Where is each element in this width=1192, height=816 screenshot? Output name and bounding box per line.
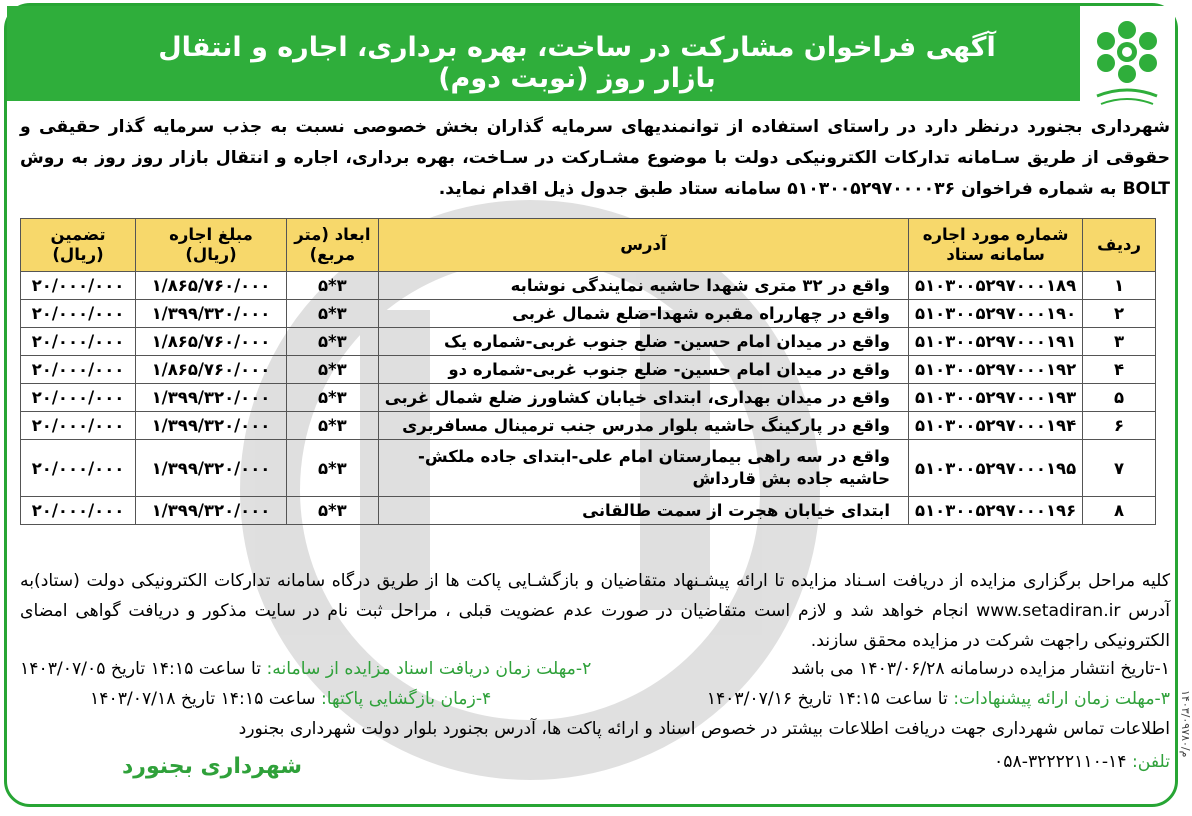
side-code: م/۱۴۰۳/۰۹۷۸۰ — [1179, 690, 1192, 758]
contact-info: اطلاعات تماس شهرداری جهت دریافت اطلاعات بیشتر در خصوص اسناد و ارائه پاکت ها، آدرس بجنورد بلوار دولت شهرداری بجنورد — [238, 719, 1170, 739]
header-row-number: ردیف — [1083, 219, 1156, 272]
cell-setad-id: ۵۱۰۳۰۰۵۲۹۷۰۰۰۱۹۲ — [909, 356, 1083, 384]
cell-row-number: ۴ — [1083, 356, 1156, 384]
intro-lead: شهرداری بجنورد درنظر دارد — [924, 117, 1170, 137]
cell-address: واقع در چهارراه مقبره شهدا-ضلع شمال غربی — [378, 300, 908, 328]
intro-text: در راستای استفاده از توانمندیهای سرمایه گذاران بخش خصوصی نسبت به جذب سرمایه گذار حقیقی و حقوقی از طریق سـامانه تداركات الكترونيكى دولت با موضوع مشـاركت در سـاخت، بهره بردارى، اجاره و انتقال بازار روز روز به روش BOLT به شماره فراخوان ۵۱۰۳۰۰۵۲۹۷۰۰۰۰۳۶ سامانه ستاد طبق جدول ذیل اقدام نماید. — [20, 117, 1170, 199]
table-header-row — [21, 219, 1156, 272]
cell-setad-id: ۵۱۰۳۰۰۵۲۹۷۰۰۰۱۹۶ — [909, 497, 1083, 525]
cell-dimensions: ۳*۵ — [286, 356, 378, 384]
table-row — [21, 440, 1156, 497]
municipality-logo-icon — [1087, 14, 1167, 114]
cell-rent: ۱/۸۶۵/۷۶۰/۰۰۰ — [136, 272, 287, 300]
item-doc-deadline — [20, 659, 591, 679]
cell-guarantee: ۲۰/۰۰۰/۰۰۰ — [21, 328, 136, 356]
cell-rent: ۱/۳۹۹/۳۲۰/۰۰۰ — [136, 440, 287, 497]
item-opening-time-label: ۴-زمان بازگشایی پاکتها: — [321, 689, 492, 709]
cell-address: واقع در میدان بهداری، ابتدای خیابان کشاورز ضلع شمال غربی — [378, 384, 908, 412]
item-offer-deadline — [707, 689, 1170, 709]
phone-label: تلفن: — [1131, 752, 1170, 772]
page-title: آگهی فراخوان مشارکت در ساخت، بهره برداری، اجاره و انتقال بازار روز (نوبت دوم) — [158, 32, 996, 94]
cell-rent: ۱/۸۶۵/۷۶۰/۰۰۰ — [136, 328, 287, 356]
cell-dimensions: ۳*۵ — [286, 328, 378, 356]
cell-dimensions: ۳*۵ — [286, 272, 378, 300]
cell-dimensions: ۳*۵ — [286, 497, 378, 525]
signature: شهرداری بجنورد — [122, 754, 303, 779]
item-doc-deadline-label: ۲-مهلت زمان دریافت اسناد مزایده از سامانه: — [266, 659, 592, 679]
item-opening-time-value: ساعت ۱۴:۱۵ تاریخ ۱۴۰۳/۰۷/۱۸ — [90, 689, 321, 709]
cell-setad-id: ۵۱۰۳۰۰۵۲۹۷۰۰۰۱۹۴ — [909, 412, 1083, 440]
cell-guarantee: ۲۰/۰۰۰/۰۰۰ — [21, 356, 136, 384]
cell-address: واقع در میدان امام حسین- ضلع جنوب غربی-شماره یک — [378, 328, 908, 356]
cell-row-number: ۲ — [1083, 300, 1156, 328]
cell-setad-id: ۵۱۰۳۰۰۵۲۹۷۰۰۰۱۹۵ — [909, 440, 1083, 497]
cell-address: ابتدای خیابان هجرت از سمت طالقانی — [378, 497, 908, 525]
footer-paragraph: كليه مراحل برگزارى مزايده از دريافت اسـناد مزايده تا ارائه پيشـنهاد متقاضيان و بازگشـايى پاكت ها از طريق درگاه سامانه تداركات الكترونيكى دولت (ستاد)به آدرس www.setadiran.ir انجام خواهد شد و لازم است متقاضیان در صورت عدم عضويت قبلى ، مراحل ثبت نام در سایت مذکور و دریافت گواهى امضاى الكترونيكى راجهت شركت در مزایده محقق سازند. — [20, 571, 1170, 651]
cell-dimensions: ۳*۵ — [286, 384, 378, 412]
cell-dimensions: ۳*۵ — [286, 412, 378, 440]
phone-line — [994, 752, 1170, 772]
table-row — [21, 384, 1156, 412]
cell-guarantee: ۲۰/۰۰۰/۰۰۰ — [21, 300, 136, 328]
cell-row-number: ۳ — [1083, 328, 1156, 356]
table-row — [21, 328, 1156, 356]
header-guarantee: تضمین (ریال) — [21, 219, 136, 272]
cell-guarantee: ۲۰/۰۰۰/۰۰۰ — [21, 440, 136, 497]
cell-address: واقع در ۳۲ متری شهدا حاشیه نمایندگی نوشابه — [378, 272, 908, 300]
intro-paragraph — [20, 112, 1170, 205]
table-row — [21, 272, 1156, 300]
cell-rent: ۱/۳۹۹/۳۲۰/۰۰۰ — [136, 412, 287, 440]
table-row — [21, 412, 1156, 440]
table-row — [21, 497, 1156, 525]
cell-row-number: ۷ — [1083, 440, 1156, 497]
table-row — [21, 300, 1156, 328]
cell-address: واقع در پارکینگ حاشیه بلوار مدرس جنب ترمینال مسافربری — [378, 412, 908, 440]
cell-address: واقع در میدان امام حسین- ضلع جنوب غربی-شماره دو — [378, 356, 908, 384]
rental-table — [20, 218, 1156, 525]
cell-guarantee: ۲۰/۰۰۰/۰۰۰ — [21, 384, 136, 412]
item-publish-date: ۱-تاریخ انتشار مزایده درسامانه ۱۴۰۳/۰۶/۲۸ می باشد — [791, 659, 1170, 679]
table-row — [21, 356, 1156, 384]
item-doc-deadline-value: تا ساعت ۱۴:۱۵ تاریخ ۱۴۰۳/۰۷/۰۵ — [20, 659, 267, 679]
cell-row-number: ۱ — [1083, 272, 1156, 300]
cell-rent: ۱/۳۹۹/۳۲۰/۰۰۰ — [136, 300, 287, 328]
header-rent: مبلغ اجاره (ریال) — [136, 219, 287, 272]
cell-setad-id: ۵۱۰۳۰۰۵۲۹۷۰۰۰۱۸۹ — [909, 272, 1083, 300]
cell-dimensions: ۳*۵ — [286, 300, 378, 328]
cell-guarantee: ۲۰/۰۰۰/۰۰۰ — [21, 272, 136, 300]
header-setad-id: شماره مورد اجاره سامانه ستاد — [909, 219, 1083, 272]
cell-setad-id: ۵۱۰۳۰۰۵۲۹۷۰۰۰۱۹۱ — [909, 328, 1083, 356]
header-dimensions: ابعاد (متر مربع) — [286, 219, 378, 272]
cell-setad-id: ۵۱۰۳۰۰۵۲۹۷۰۰۰۱۹۰ — [909, 300, 1083, 328]
cell-row-number: ۶ — [1083, 412, 1156, 440]
cell-rent: ۱/۸۶۵/۷۶۰/۰۰۰ — [136, 356, 287, 384]
item-offer-deadline-value: تا ساعت ۱۴:۱۵ تاریخ ۱۴۰۳/۰۷/۱۶ — [706, 689, 954, 709]
cell-setad-id: ۵۱۰۳۰۰۵۲۹۷۰۰۰۱۹۳ — [909, 384, 1083, 412]
item-opening-time — [90, 689, 491, 709]
cell-address: واقع در سه راهی بیمارستان امام علی-ابتدای جاده ملکش- حاشیه جاده بش قارداش — [378, 440, 908, 497]
cell-rent: ۱/۳۹۹/۳۲۰/۰۰۰ — [136, 497, 287, 525]
cell-guarantee: ۲۰/۰۰۰/۰۰۰ — [21, 497, 136, 525]
item-offer-deadline-label: ۳-مهلت زمان ارائه پیشنهادات: — [953, 689, 1170, 709]
cell-rent: ۱/۳۹۹/۳۲۰/۰۰۰ — [136, 384, 287, 412]
cell-row-number: ۵ — [1083, 384, 1156, 412]
logo-area — [1080, 6, 1175, 118]
cell-guarantee: ۲۰/۰۰۰/۰۰۰ — [21, 412, 136, 440]
header-address: آدرس — [378, 219, 908, 272]
cell-row-number: ۸ — [1083, 497, 1156, 525]
cell-dimensions: ۳*۵ — [286, 440, 378, 497]
phone-value: ۱۴-۳۲۲۲۲۱۱۰-۰۵۸ — [994, 752, 1132, 772]
